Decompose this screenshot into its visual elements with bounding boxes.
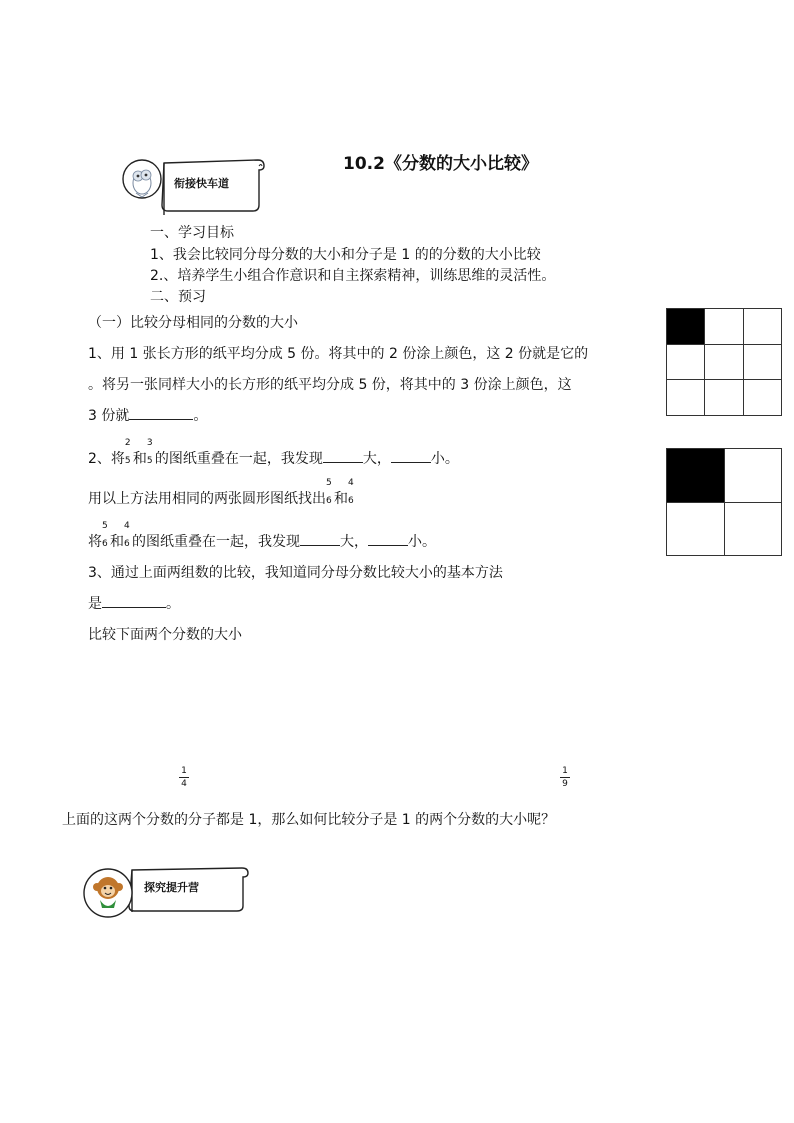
section-badge-top <box>118 153 268 217</box>
badge-label: 衔接快车道 <box>174 177 229 190</box>
q2b-text: 用以上方法用相同的两张圆形图纸找出 <box>88 491 326 507</box>
goal-item-2: 2.、培养学生小组合作意识和自主探索精神，训练思维的灵活性。 <box>150 268 556 284</box>
fraction-2-5 <box>124 438 133 467</box>
section-heading: （一）比较分母相同的分数的大小 <box>88 315 298 331</box>
answer-blank[interactable] <box>323 450 363 463</box>
fraction-bar <box>560 777 570 778</box>
grid-3x3-figure <box>666 308 782 416</box>
goal-item-1: 1、我会比较同分母分数的大小和分子是 1 的的分数的大小比较 <box>150 247 541 263</box>
grid-cell <box>743 380 781 416</box>
fraction-1-4 <box>179 766 189 789</box>
q1-line-2: 。将另一张同样大小的长方形的纸平均分成 5 份，将其中的 3 份涂上颜色，这 <box>88 377 572 393</box>
fraction-bar <box>179 777 189 778</box>
fraction-4-6 <box>124 521 132 550</box>
badge-label: 探究提升营 <box>144 881 199 894</box>
grid-cell-filled <box>667 449 725 503</box>
fraction-numerator: 4 <box>348 478 354 488</box>
grid-cell <box>667 344 705 380</box>
grid-cell <box>743 344 781 380</box>
q2c-small-text: 小。 <box>408 534 436 550</box>
q1-line-3 <box>88 405 207 425</box>
grid-cell <box>705 309 743 345</box>
fraction-denominator: 6 <box>124 539 130 549</box>
fraction-denominator: 6 <box>102 539 108 549</box>
grid-cell <box>667 502 725 556</box>
q2c-big-text: 大， <box>340 534 368 550</box>
q2c-prefix: 将 <box>88 534 102 550</box>
fraction-numerator: 5 <box>102 521 108 531</box>
grid-cell <box>724 502 782 556</box>
grid-cell <box>743 309 781 345</box>
goals-heading: 一、学习目标 <box>150 225 234 241</box>
q3-line-2-end: 。 <box>166 596 180 612</box>
answer-blank[interactable] <box>102 595 166 608</box>
q3-line-1: 3、通过上面两组数的比较，我知道同分母分数比较大小的基本方法 <box>88 565 503 581</box>
fraction-denominator: 5 <box>146 456 153 466</box>
answer-blank[interactable] <box>300 533 340 546</box>
fraction-denominator: 9 <box>562 779 568 789</box>
fraction-numerator: 5 <box>326 478 332 488</box>
compare-instruction: 比较下面两个分数的大小 <box>88 627 242 643</box>
q2-big-text: 大， <box>362 451 391 467</box>
grid-2x2-figure <box>666 448 782 556</box>
fraction-numerator: 1 <box>181 766 187 776</box>
answer-blank[interactable] <box>129 407 193 420</box>
answer-blank[interactable] <box>391 450 431 463</box>
q3-line-2 <box>88 593 180 613</box>
preview-heading: 二、预习 <box>150 289 206 305</box>
q3-line-2-text: 是 <box>88 596 102 612</box>
section-badge-bottom <box>82 862 254 922</box>
grid-cell <box>705 344 743 380</box>
q1-line-1: 1、用 1 张长方形的纸平均分成 5 份。将其中的 2 份涂上颜色，这 2 份就是它的 <box>88 346 589 362</box>
question-text: 上面的这两个分数的分子都是 1，那么如何比较分子是 1 的两个分数的大小呢？ <box>62 812 556 828</box>
q2-line <box>88 438 459 468</box>
fraction-denominator: 6 <box>348 496 354 506</box>
fraction-numerator: 3 <box>146 438 153 448</box>
q2-prefix: 2、将 <box>88 451 125 467</box>
and-text: 和 <box>334 491 348 507</box>
fraction-5-6 <box>102 521 110 550</box>
grid-cell <box>705 380 743 416</box>
and-text: 和 <box>132 451 147 467</box>
grid-cell <box>667 380 705 416</box>
q2c-mid-text: 的图纸重叠在一起，我发现 <box>132 534 300 550</box>
fraction-5-6 <box>326 478 334 507</box>
fraction-numerator: 1 <box>562 766 568 776</box>
q2b-line <box>88 478 356 508</box>
fraction-3-5 <box>146 438 155 467</box>
fraction-numerator: 4 <box>124 521 130 531</box>
fraction-denominator: 4 <box>181 779 187 789</box>
grid-cell <box>724 449 782 503</box>
and-text: 和 <box>110 534 124 550</box>
grid-cell-filled <box>667 309 705 345</box>
answer-blank[interactable] <box>368 533 408 546</box>
q2-small-text: 小。 <box>430 451 459 467</box>
q2c-line <box>88 521 436 551</box>
fraction-4-6 <box>348 478 356 507</box>
q2-mid-text: 的图纸重叠在一起，我发现 <box>154 451 323 467</box>
page-title: 10.2《分数的大小比较》 <box>343 154 538 174</box>
fraction-numerator: 2 <box>124 438 131 448</box>
fraction-denominator: 5 <box>124 456 131 466</box>
q1-line-3-end: 。 <box>193 408 208 424</box>
q1-line-3-text: 3 份就 <box>88 408 130 424</box>
fraction-1-9 <box>560 766 570 789</box>
fraction-denominator: 6 <box>326 496 332 506</box>
